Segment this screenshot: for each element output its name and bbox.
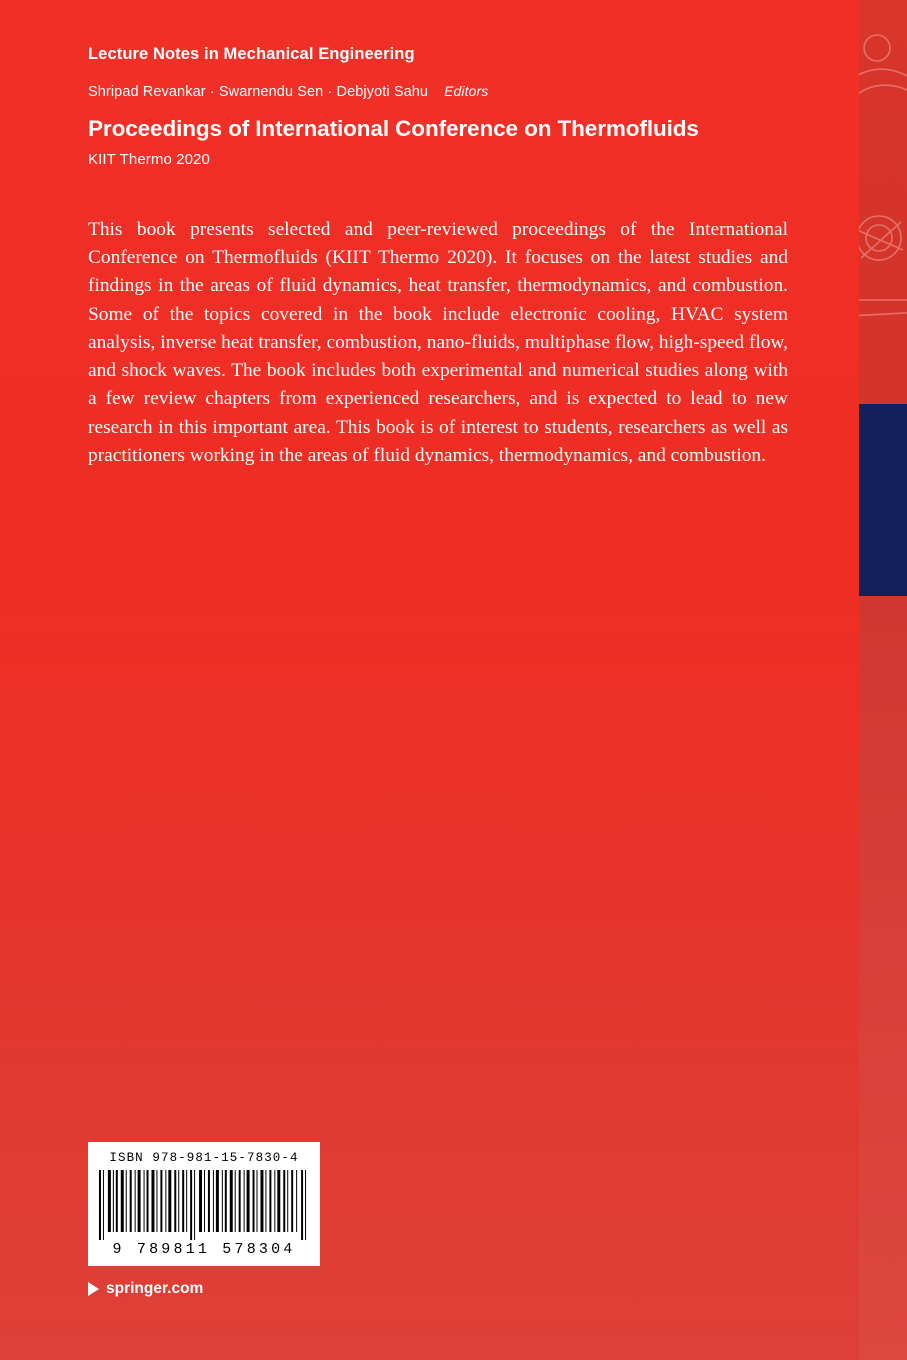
technical-sketch-icon — [859, 0, 907, 410]
book-spine-strip — [859, 0, 907, 1360]
editor-names — [88, 83, 798, 100]
isbn-label: ISBN 978-981-15-7830-4 — [109, 1151, 299, 1165]
play-triangle-icon — [88, 1282, 99, 1296]
springer-url-label: springer.com — [106, 1280, 204, 1297]
editor-role-label: Editors — [444, 83, 489, 99]
series-title: Lecture Notes in Mechanical Engineering — [88, 45, 415, 63]
cover-text-block — [88, 0, 798, 470]
editor-names-text: Shripad Revankar · Swarnendu Sen · Debjyoti Sahu — [88, 84, 429, 100]
springer-logo[interactable] — [88, 1280, 348, 1298]
ean-digits: 9 789811 578304 — [112, 1241, 296, 1258]
isbn-barcode — [88, 1142, 320, 1266]
book-title: Proceedings of International Conference on Thermofluids — [88, 116, 699, 141]
barcode-bars — [97, 1170, 311, 1240]
book-subtitle: KIIT Thermo 2020 — [88, 151, 210, 168]
spine-navy-block — [859, 404, 907, 596]
book-description: This book presents selected and peer-reviewed proceedings of the International Conference on Thermofluids (KIIT Thermo 2020). It focuses on the latest studies and findings in the areas of fluid dynamics, heat transfer, thermodynamics, and combustion. Some of the topics covered in the book include electronic cooling, HVAC system analysis, inverse heat transfer, combustion, nano-fluids, multiphase flow, high-speed flow, and shock waves. The book includes both experimental and numerical studies along with a few review chapters from experienced researchers, and is expected to lead to new research in this important area. This book is of interest to students, researchers as well as practitioners working in the areas of fluid dynamics, thermodynamics, and combustion. — [88, 219, 788, 466]
barcode-area — [88, 1142, 348, 1298]
